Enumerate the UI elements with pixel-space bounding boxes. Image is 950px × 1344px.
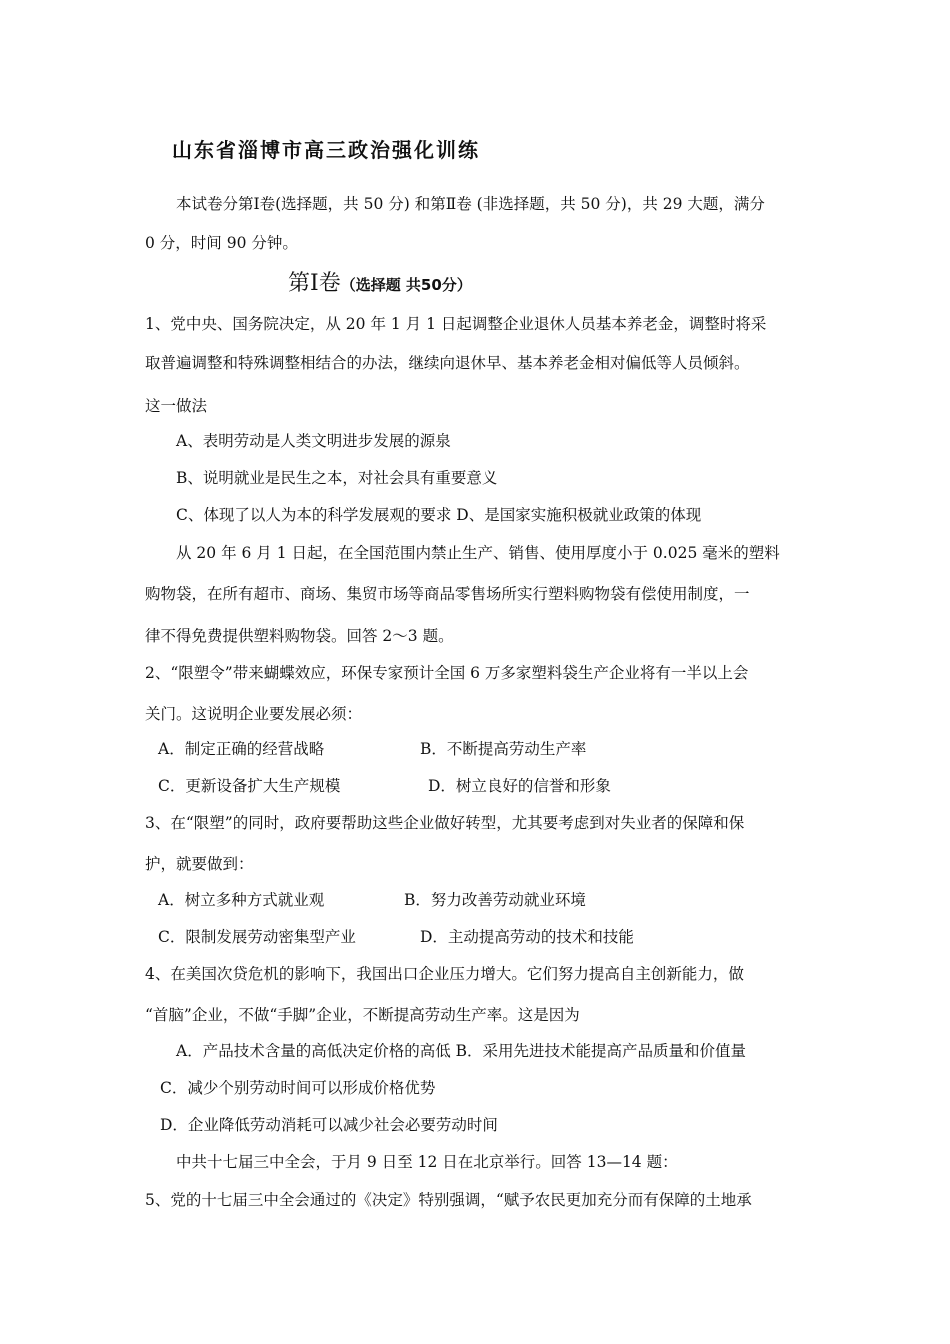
- document-title: 山东省淄博市高三政治强化训练: [172, 138, 480, 162]
- q2-option-b: B．不断提高劳动生产率: [420, 740, 587, 758]
- q1-option-b: B、说明就业是民生之本，对社会具有重要意义: [176, 469, 498, 487]
- passage1-line-1: 从 20 年 6 月 1 日起，在全国范围内禁止生产、销售、使用厚度小于 0.025 毫米的塑料: [176, 544, 780, 562]
- q1-line-2: 取普遍调整和特殊调整相结合的办法，继续向退休早、基本养老金相对偏低等人员倾斜。: [145, 354, 750, 372]
- section-subtitle: （选择题 共50分）: [340, 276, 472, 294]
- intro-line-2: 0 分，时间 90 分钟。: [145, 234, 298, 252]
- q4-option-c: C．减少个别劳动时间可以形成价格优势: [160, 1079, 436, 1097]
- q4-line-2: “首脑”企业，不做“手脚”企业，不断提高劳动生产率。这是因为: [145, 1006, 580, 1024]
- q2-option-a: A．制定正确的经营战略: [158, 740, 325, 758]
- q2-line-2: 关门。这说明企业要发展必须：: [145, 705, 363, 723]
- q3-option-a: A．树立多种方式就业观: [158, 891, 325, 909]
- q1-line-3: 这一做法: [145, 397, 208, 415]
- intro-line-1: 本试卷分第Ⅰ卷(选择题，共 50 分) 和第Ⅱ卷 (非选择题，共 50 分)，共 29 大题，满分: [176, 195, 765, 213]
- q2-line-1: 2、“限塑令”带来蝴蝶效应，环保专家预计全国 6 万多家塑料袋生产企业将有一半以上会: [145, 664, 749, 682]
- q2-option-d: D．树立良好的信誉和形象: [428, 777, 611, 795]
- q4-line-1: 4、在美国次贷危机的影响下，我国出口企业压力增大。它们努力提高自主创新能力，做: [145, 965, 744, 983]
- section-heading: [288, 270, 472, 299]
- q4-option-ab: A．产品技术含量的高低决定价格的高低 B．采用先进技术能提高产品质量和价值量: [176, 1042, 747, 1060]
- q4-option-d: D．企业降低劳动消耗可以减少社会必要劳动时间: [160, 1116, 498, 1134]
- section-title: 第Ⅰ卷: [288, 271, 341, 296]
- passage2-line: 中共十七届三中全会，于月 9 日至 12 日在北京举行。回答 13—14 题：: [176, 1153, 678, 1171]
- q1-line-1: 1、党中央、国务院决定，从 20 年 1 月 1 日起调整企业退休人员基本养老金，调整时将采: [145, 315, 767, 333]
- q3-option-d: D．主动提高劳动的技术和技能: [420, 928, 634, 946]
- q5-line-1: 5、党的十七届三中全会通过的《决定》特别强调，“赋予农民更加充分而有保障的土地承: [145, 1191, 752, 1209]
- q3-option-c: C．限制发展劳动密集型产业: [158, 928, 356, 946]
- q1-option-a: A、表明劳动是人类文明进步发展的源泉: [176, 432, 451, 450]
- q1-option-cd: C、体现了以人为本的科学发展观的要求 D、是国家实施积极就业政策的体现: [176, 506, 702, 524]
- q3-option-b: B．努力改善劳动就业环境: [404, 891, 586, 909]
- q3-line-1: 3、在“限塑”的同时，政府要帮助这些企业做好转型，尤其要考虑到对失业者的保障和保: [145, 814, 745, 832]
- passage1-line-2: 购物袋，在所有超市、商场、集贸市场等商品零售场所实行塑料购物袋有偿使用制度，一: [145, 585, 750, 603]
- q2-option-c: C．更新设备扩大生产规模: [158, 777, 341, 795]
- q3-line-2: 护，就要做到：: [145, 855, 254, 873]
- passage1-line-3: 律不得免费提供塑料购物袋。回答 2～3 题。: [145, 627, 454, 645]
